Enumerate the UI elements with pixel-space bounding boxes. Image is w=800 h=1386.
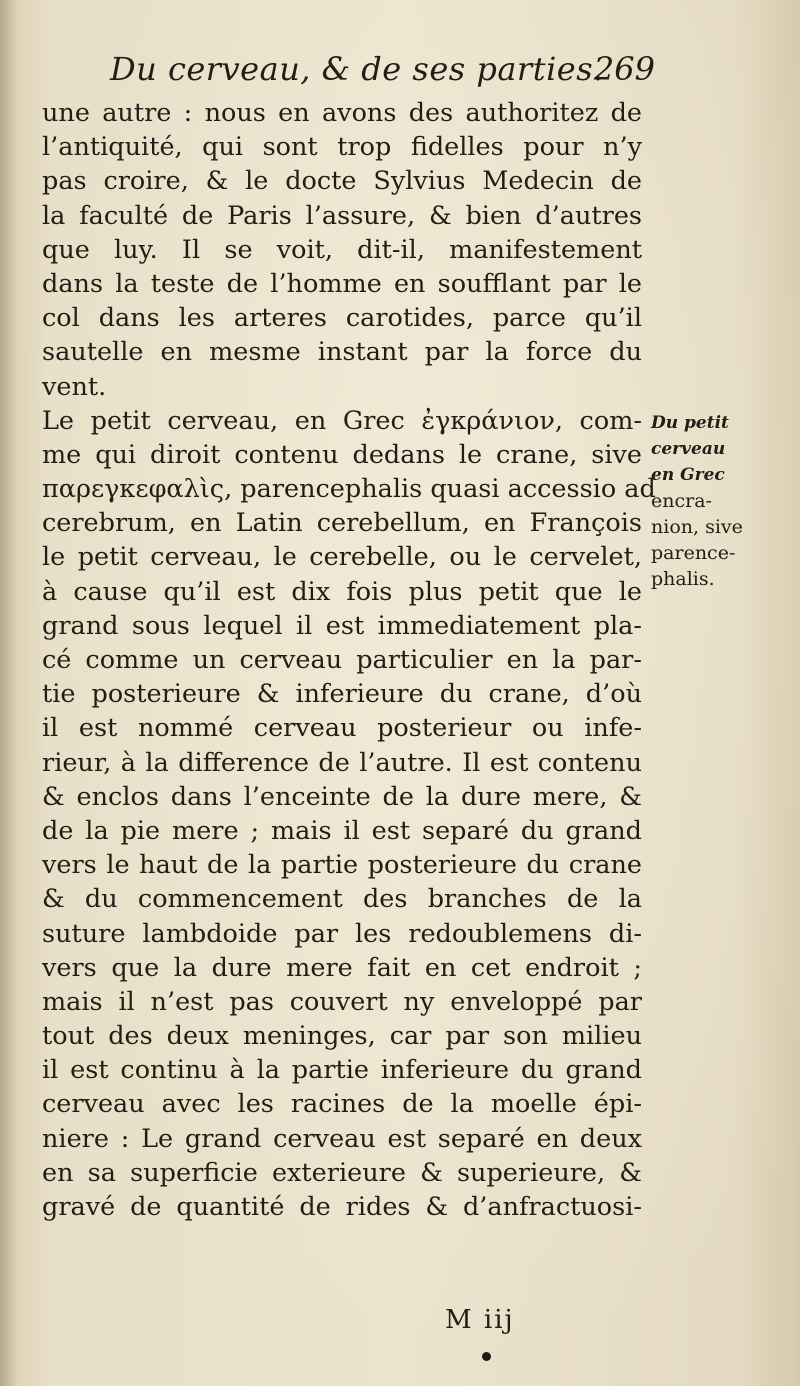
text-line: en sa superficie exterieure & superieure, & <box>42 1157 642 1188</box>
page-header <box>110 50 655 96</box>
text-line: vers que la dure mere fait en cet endroit ; <box>42 952 642 983</box>
body-text <box>42 96 656 1224</box>
margin-note-line: nion, sive <box>651 516 743 538</box>
text-line: cé comme un cerveau particulier en la par- <box>42 645 642 675</box>
text-line: vent. <box>42 371 107 402</box>
gutter-shadow <box>0 0 18 1386</box>
text-line: l’antiquité, qui sont trop fidelles pour n’y <box>42 132 642 163</box>
margin-note-line: phalis. <box>651 568 715 590</box>
text-line: sautelle en mesme instant par la force du <box>42 337 642 368</box>
text-line: il est nommé cerveau posterieur ou infe- <box>42 713 642 744</box>
margin-note-line: Du petit <box>651 413 729 433</box>
text-line: gravé de quantité de rides & d’anfractuosi- <box>42 1192 642 1222</box>
text-line: il est continu à la partie inferieure du grand <box>42 1055 642 1086</box>
margin-note-line: en Grec <box>651 465 725 485</box>
text-line: à cause qu’il est dix fois plus petit que le <box>42 576 642 607</box>
margin-note-line: cerveau <box>651 439 726 459</box>
text-line: la faculté de Paris l’assure, & bien d’autres <box>42 200 642 231</box>
text-line: & enclos dans l’enceinte de la dure mere, & <box>42 781 642 812</box>
text-line: tout des deux meninges, car par son milieu <box>42 1021 642 1052</box>
text-line: pas croire, & le docte Sylvius Medecin de <box>42 166 642 197</box>
text-line: me qui diroit contenu dedans le crane, sive <box>42 439 642 470</box>
text-line: de la pie mere ; mais il est separé du grand <box>42 815 642 846</box>
margin-note-line: encra- <box>651 490 712 512</box>
margin-note <box>651 410 793 592</box>
margin-note-line: parence- <box>651 542 736 564</box>
text-line: une autre : nous en avons des authoritez de <box>42 98 642 128</box>
text-line: παρεγκεφαλὶς, parencephalis quasi accessio ad <box>42 474 656 505</box>
text-line: rieur, à la difference de l’autre. Il est contenu <box>42 747 642 778</box>
text-line: que luy. Il se voit, dit-il, manifestement <box>42 234 642 265</box>
text-line: col dans les arteres carotides, parce qu’il <box>42 303 642 334</box>
page-number: 269 <box>593 50 655 88</box>
text-line: cerebrum, en Latin cerebellum, en François <box>42 508 642 539</box>
text-line: dans la teste de l’homme en soufflant par le <box>42 268 642 299</box>
text-line: vers le haut de la partie posterieure du crane <box>42 850 642 881</box>
signature-mark: M iij <box>445 1305 515 1335</box>
text-line: tie posterieure & inferieure du crane, d’où <box>42 679 642 710</box>
text-line: Le petit cerveau, en Grec ἐγκράνιον, com- <box>42 405 642 436</box>
text-line: suture lambdoide par les redoublemens di- <box>42 918 642 949</box>
text-line: cerveau avec les racines de la moelle épi- <box>42 1089 642 1120</box>
text-line: & du commencement des branches de la <box>42 884 642 915</box>
text-line: le petit cerveau, le cerebelle, ou le cervelet, <box>42 542 642 573</box>
text-line: mais il n’est pas couvert ny enveloppé par <box>42 986 642 1017</box>
running-title: Du cerveau, & de ses parties. <box>110 50 604 88</box>
text-line: grand sous lequel il est immediatement pla- <box>42 610 642 641</box>
text-line: niere : Le grand cerveau est separé en deux <box>42 1123 642 1154</box>
printers-dot <box>482 1352 491 1361</box>
